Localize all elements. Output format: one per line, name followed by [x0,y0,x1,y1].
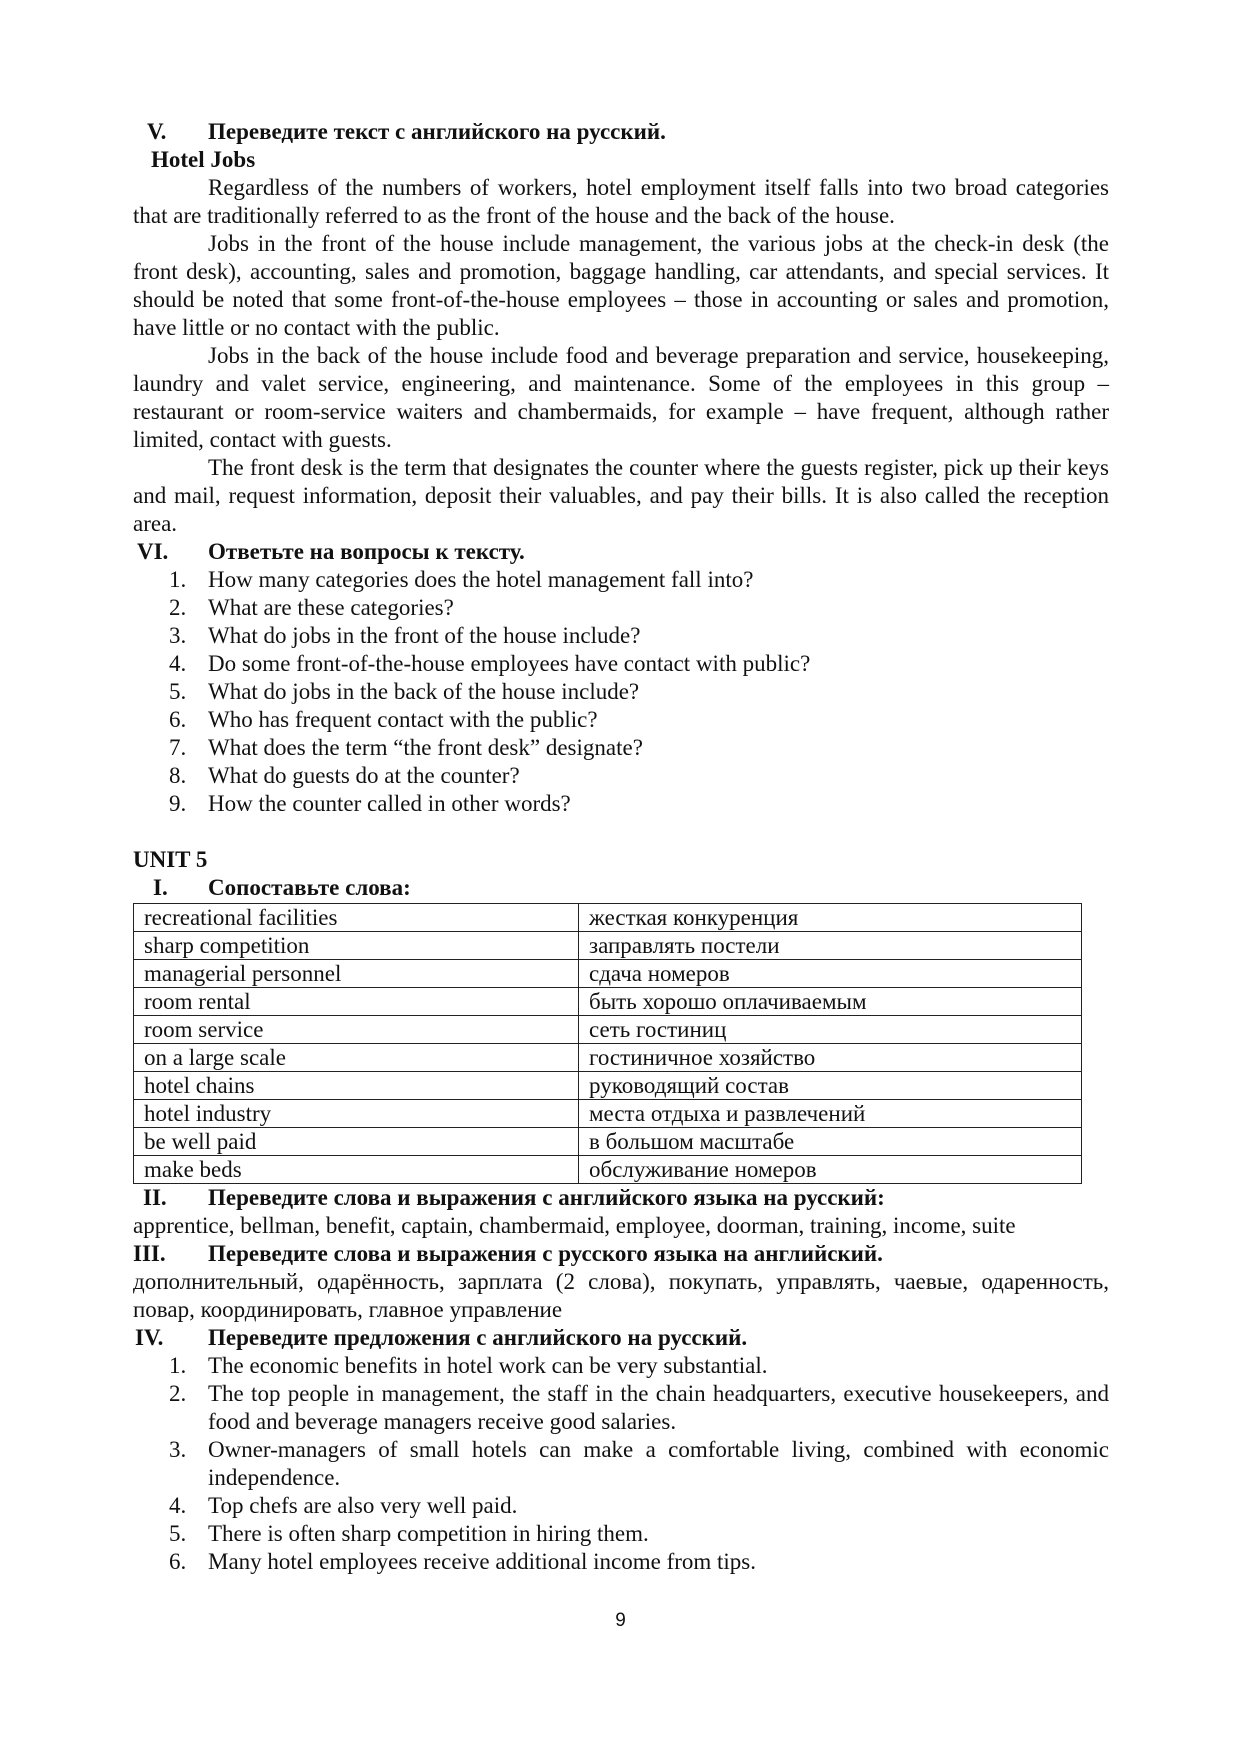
word-list-english: apprentice, bellman, benefit, captain, chambermaid, employee, doorman, training, income, suite [133,1213,1016,1238]
question-item [133,594,1109,622]
table-row [134,960,1082,988]
item-number: 8. [169,763,187,788]
item-number: 2. [169,1381,187,1406]
question-item [133,566,1109,594]
english-term: sharp competition [134,932,579,960]
table-row [134,1156,1082,1184]
page-number: 9 [615,1610,626,1631]
document-page [133,118,1109,1576]
item-number: 5. [169,679,187,704]
item-text: Who has frequent contact with the public? [208,707,598,732]
text-title: Hotel Jobs [151,147,256,172]
question-item [133,622,1109,650]
exercise-number: II. [143,1185,167,1210]
item-number: 1. [169,1353,187,1378]
exercise-number: I. [153,875,168,900]
item-number: 2. [169,595,187,620]
item-number: 5. [169,1521,187,1546]
russian-term: заправлять постели [579,932,1082,960]
sentence-item [133,1492,1109,1520]
table-row [134,904,1082,932]
english-term: room rental [134,988,579,1016]
paragraph: The front desk is the term that designates the counter where the guests register, pick up their keys and mail, request information, deposit their valuables, and pay their bills. It is also called the reception area. [133,455,1109,536]
item-text: What do jobs in the back of the house include? [208,679,640,704]
item-number: 4. [169,651,187,676]
item-text: What are these categories? [208,595,454,620]
english-term: managerial personnel [134,960,579,988]
paragraph: Jobs in the front of the house include management, the various jobs at the check-in desk (the front desk), accounting, sales and promotion, baggage handling, car attendants, and special services. It should be noted that some front-of-the-house employees – those in accounting or sales and promotion, have little or no contact with the public. [133,231,1109,340]
sentence-item [133,1352,1109,1380]
russian-term: места отдыха и развлечений [579,1100,1082,1128]
table-row [134,932,1082,960]
item-text: Top chefs are also very well paid. [208,1493,518,1518]
unit-title: UNIT 5 [133,847,208,872]
item-text: How the counter called in other words? [208,791,571,816]
item-number: 3. [169,623,187,648]
exercise-heading-ii [133,1184,1109,1212]
english-term: on a large scale [134,1044,579,1072]
section-instruction: Переведите текст с английского на русский. [208,119,666,144]
russian-term: сдача номеров [579,960,1082,988]
sentence-item [133,1380,1109,1436]
section-number: V. [147,119,167,144]
word-list-russian: дополнительный, одарённость, зарплата (2 слова), покупать, управлять, чаевые, одаренность, повар, координировать, главное управление [133,1269,1109,1322]
section-number: VI. [137,539,169,564]
item-number: 6. [169,707,187,732]
item-number: 9. [169,791,187,816]
russian-term: обслуживание номеров [579,1156,1082,1184]
question-item [133,678,1109,706]
item-text: There is often sharp competition in hiring them. [208,1521,649,1546]
exercise-number: III. [133,1241,166,1266]
matching-table [133,903,1082,1184]
table-row [134,1128,1082,1156]
english-term: room service [134,1016,579,1044]
item-text: What do guests do at the counter? [208,763,520,788]
section-instruction: Ответьте на вопросы к тексту. [208,539,525,564]
item-text: Owner-managers of small hotels can make a comfortable living, combined with economic independence. [208,1437,1109,1490]
sentence-list [133,1352,1109,1576]
section-heading-vi [133,538,1109,566]
russian-term: гостиничное хозяйство [579,1044,1082,1072]
russian-term: быть хорошо оплачиваемым [579,988,1082,1016]
russian-term: руководящий состав [579,1072,1082,1100]
russian-term: сеть гостиниц [579,1016,1082,1044]
exercise-instruction: Переведите слова и выражения с английского языка на русский: [208,1185,885,1210]
russian-term: в большом масштабе [579,1128,1082,1156]
russian-term: жесткая конкуренция [579,904,1082,932]
table-row [134,988,1082,1016]
item-text: The economic benefits in hotel work can be very substantial. [208,1353,768,1378]
exercise-heading-iii [133,1240,1109,1268]
section-heading-v [133,118,1109,146]
english-term: recreational facilities [134,904,579,932]
item-number: 4. [169,1493,187,1518]
item-text: How many categories does the hotel management fall into? [208,567,754,592]
english-term: hotel industry [134,1100,579,1128]
table-row [134,1100,1082,1128]
item-number: 3. [169,1437,187,1462]
item-text: What do jobs in the front of the house include? [208,623,641,648]
exercise-heading-i [133,874,1109,902]
item-text: Many hotel employees receive additional income from tips. [208,1549,757,1574]
exercise-heading-iv [133,1324,1109,1352]
sentence-item [133,1436,1109,1492]
question-item [133,762,1109,790]
exercise-instruction: Переведите слова и выражения с русского языка на английский. [208,1241,883,1266]
exercise-instruction: Сопоставьте слова: [208,875,411,900]
question-list [133,566,1109,818]
question-item [133,706,1109,734]
question-item [133,734,1109,762]
sentence-item [133,1520,1109,1548]
english-term: be well paid [134,1128,579,1156]
exercise-instruction: Переведите предложения с английского на русский. [208,1325,748,1350]
item-text: The top people in management, the staff in the chain headquarters, executive housekeepers, and food and beverage managers receive good salaries. [208,1381,1109,1434]
table-row [134,1044,1082,1072]
table-row [134,1072,1082,1100]
paragraph: Jobs in the back of the house include food and beverage preparation and service, housekeeping, laundry and valet service, engineering, and maintenance. Some of the employees in this group – restaurant or room-service waiters and chambermaids, for example – have frequent, although rather limited, contact with guests. [133,343,1109,452]
item-text: What does the term “the front desk” designate? [208,735,643,760]
item-number: 7. [169,735,187,760]
exercise-number: IV. [135,1325,164,1350]
item-text: Do some front-of-the-house employees have contact with public? [208,651,811,676]
sentence-item [133,1548,1109,1576]
question-item [133,790,1109,818]
item-number: 1. [169,567,187,592]
item-number: 6. [169,1549,187,1574]
paragraph: Regardless of the numbers of workers, hotel employment itself falls into two broad categories that are traditionally referred to as the front of the house and the back of the house. [133,175,1109,228]
table-row [134,1016,1082,1044]
question-item [133,650,1109,678]
english-term: make beds [134,1156,579,1184]
english-term: hotel chains [134,1072,579,1100]
